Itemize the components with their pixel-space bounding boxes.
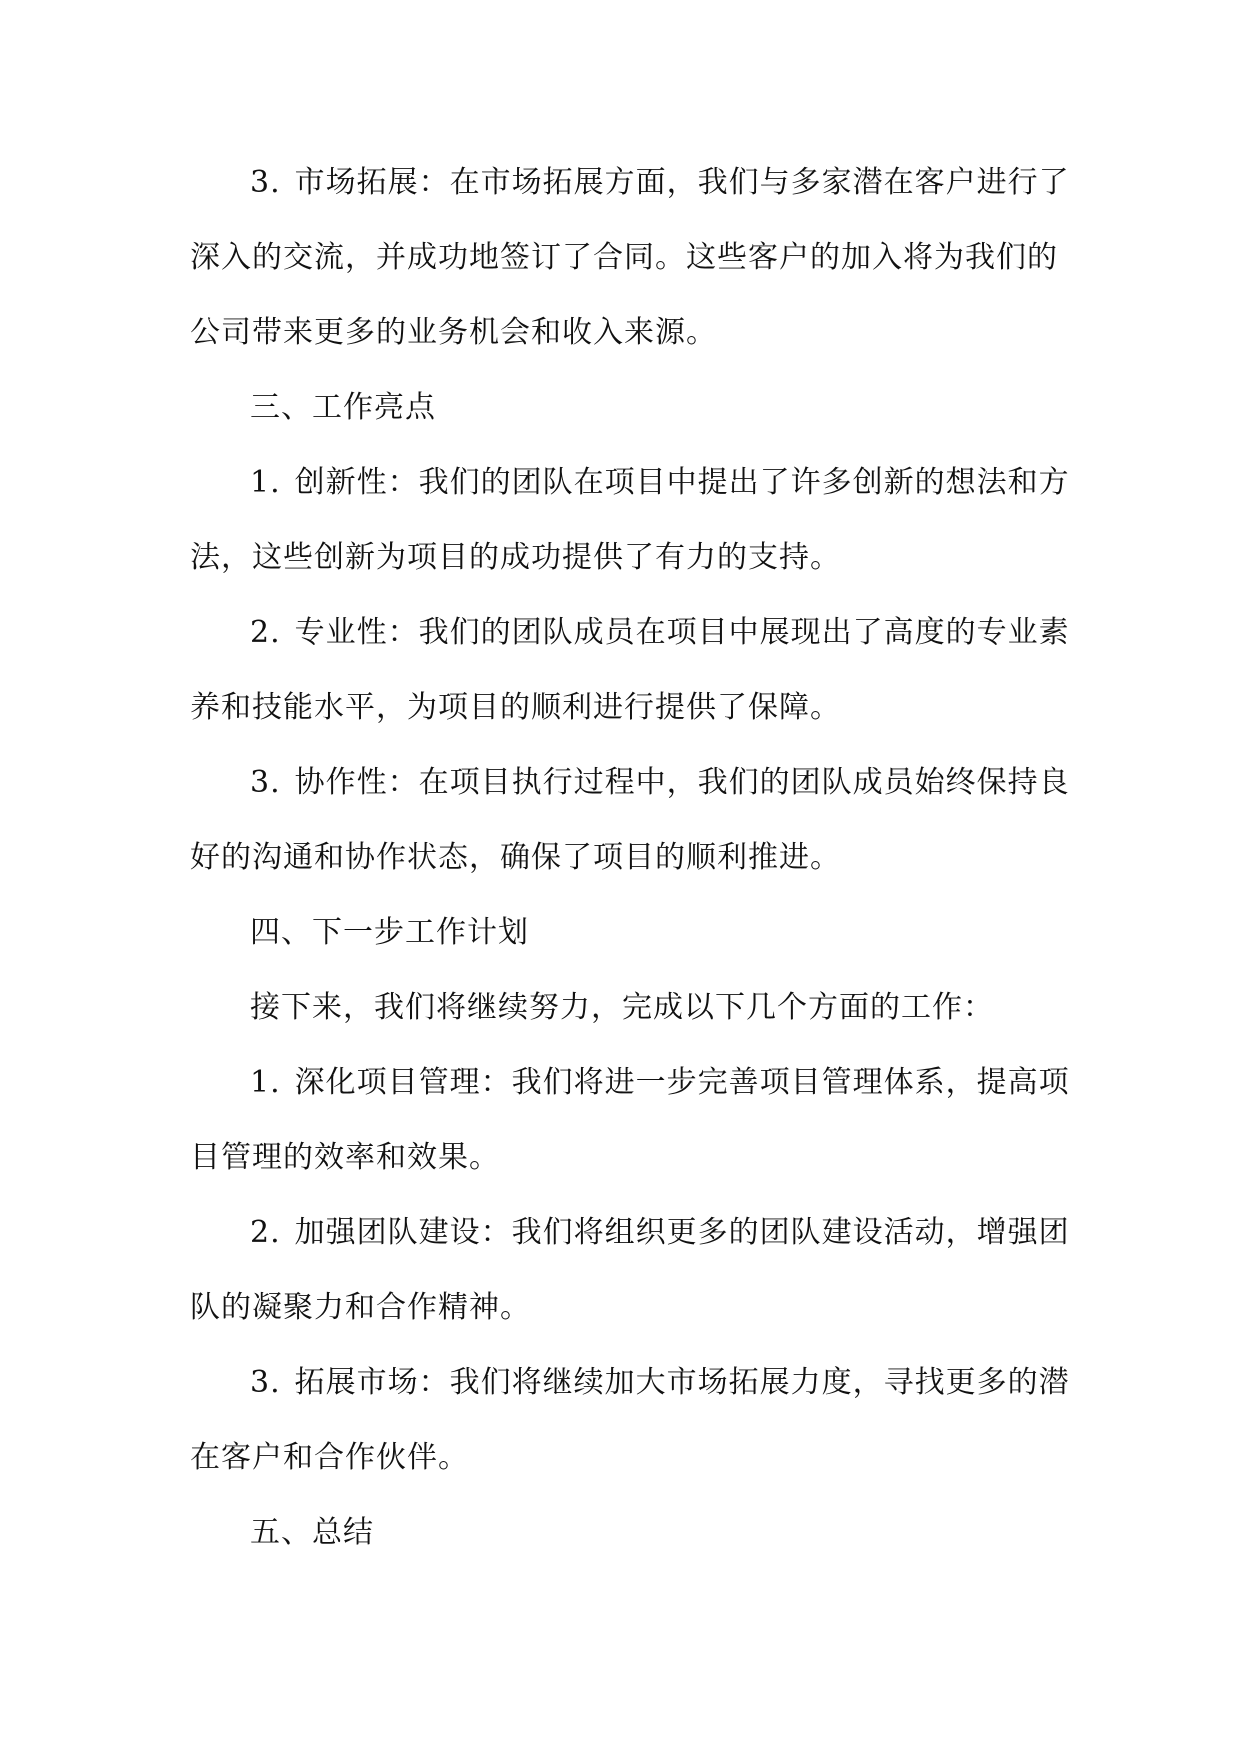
item-text: 市场拓展：在市场拓展方面，我们与多家潜在客户进行了深入的交流，并成功地签订了合同。这些客户的加入将为我们的公司带来更多的业务机会和收入来源。 <box>190 165 1070 350</box>
item-number: 3. <box>250 765 281 800</box>
list-item-collaboration <box>190 745 1070 895</box>
intro-paragraph: 接下来，我们将继续努力，完成以下几个方面的工作： <box>250 990 994 1025</box>
document-body <box>190 145 1070 1570</box>
item-number: 3. <box>250 165 281 200</box>
item-text: 拓展市场：我们将继续加大市场拓展力度，寻找更多的潜在客户和合作伙伴。 <box>190 1365 1070 1475</box>
list-item-market-growth <box>190 1345 1070 1495</box>
item-text: 加强团队建设：我们将组织更多的团队建设活动，增强团队的凝聚力和合作精神。 <box>190 1215 1070 1325</box>
item-number: 3. <box>250 1365 281 1400</box>
list-item-professionalism <box>190 595 1070 745</box>
section-heading-summary: 五、总结 <box>250 1515 374 1550</box>
list-item-market-expansion <box>190 145 1070 370</box>
list-item-project-management <box>190 1045 1070 1195</box>
item-text: 创新性：我们的团队在项目中提出了许多创新的想法和方法，这些创新为项目的成功提供了有力的支持。 <box>190 465 1070 575</box>
item-text: 深化项目管理：我们将进一步完善项目管理体系，提高项目管理的效率和效果。 <box>190 1065 1070 1175</box>
item-text: 专业性：我们的团队成员在项目中展现出了高度的专业素养和技能水平，为项目的顺利进行提供了保障。 <box>190 615 1070 725</box>
section-heading-next-steps: 四、下一步工作计划 <box>250 915 529 950</box>
item-text: 协作性：在项目执行过程中，我们的团队成员始终保持良好的沟通和协作状态，确保了项目的顺利推进。 <box>190 765 1070 875</box>
list-item-innovation <box>190 445 1070 595</box>
list-item-team-building <box>190 1195 1070 1345</box>
item-number: 1. <box>250 465 281 500</box>
section-heading-highlights: 三、工作亮点 <box>250 390 436 425</box>
item-number: 2. <box>250 1215 281 1250</box>
item-number: 2. <box>250 615 281 650</box>
item-number: 1. <box>250 1065 281 1100</box>
